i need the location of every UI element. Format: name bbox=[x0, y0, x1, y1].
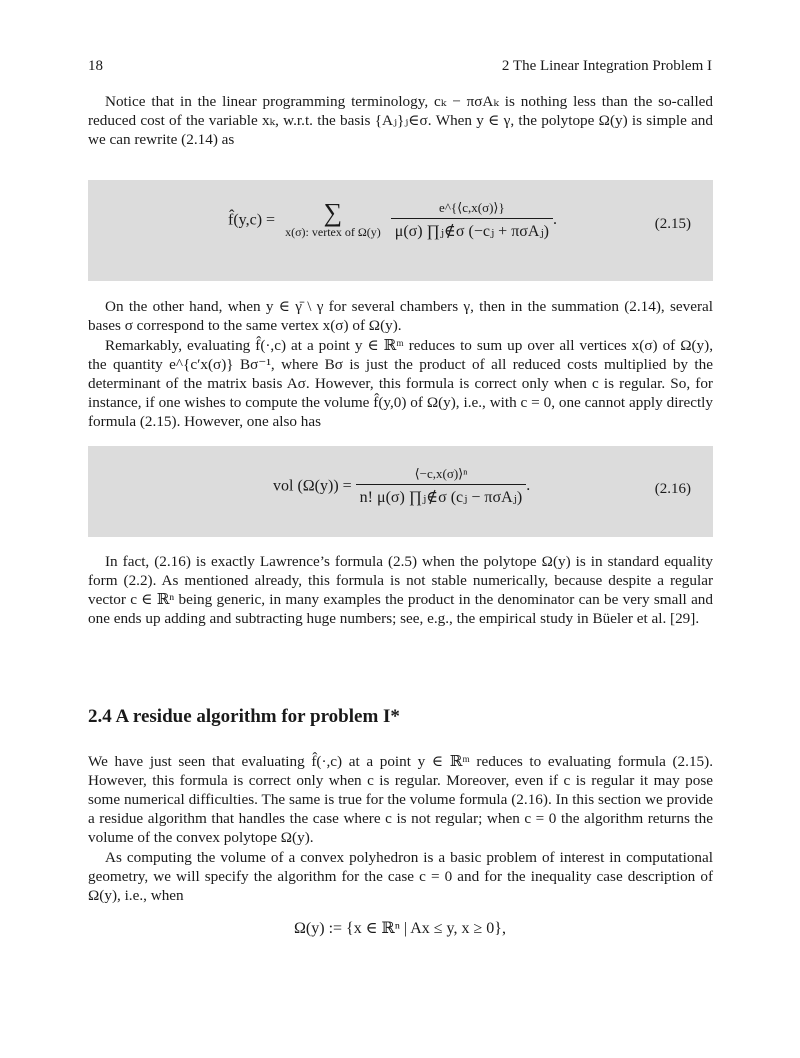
numerator: ⟨−c,x(σ)⟩ⁿ bbox=[414, 466, 468, 481]
denominator: μ(σ) ∏ⱼ∉σ (−cⱼ + πσAⱼ) bbox=[391, 218, 553, 241]
running-title: 2 The Linear Integration Problem I bbox=[501, 58, 712, 74]
equation-box-2-16 bbox=[88, 446, 713, 537]
fraction bbox=[391, 200, 553, 241]
fraction bbox=[356, 466, 527, 507]
denominator: n! μ(σ) ∏ⱼ∉σ (cⱼ − πσAⱼ) bbox=[356, 484, 527, 507]
paragraph-reduced-cost: Notice that in the linear programming terminology, cₖ − πσAₖ is nothing less than the so-called reduced cost of the variable xₖ, w.r.t. the basis {Aⱼ}ⱼ∈σ. When y ∈ γ, the polytope Ω(y) is simple and we can rewrite (2.14) as bbox=[88, 93, 713, 148]
equation-lhs: vol (Ω(y)) = bbox=[273, 477, 352, 495]
equation-lhs: f̂(y,c) = bbox=[228, 211, 276, 229]
paragraph-residue-intro: We have just seen that evaluating f̂(·,c) at a point y ∈ ℝᵐ reduces to evaluating formula (2.15). However, this formula is correct only when c is regular. Moreover, even if c is regular it may pose some numerical difficulties. The same is true for the volume formula (2.16). In this section we provide a residue algorithm that handles the case where c is not regular; when c = 0 the algorithm returns the volume of the convex polytope Ω(y). bbox=[88, 753, 713, 846]
summation bbox=[285, 198, 381, 240]
equation-number-2-15: (2.15) bbox=[654, 216, 691, 232]
equation-2-16 bbox=[273, 466, 530, 507]
equation-period: . bbox=[553, 211, 558, 229]
sum-symbol: ∑ bbox=[323, 198, 343, 227]
page-header bbox=[88, 58, 712, 78]
paragraph-remarkably: Remarkably, evaluating f̂(·,c) at a point y ∈ ℝᵐ reduces to sum up over all vertices x(σ) of Ω(y), the quantity e^{c′x(σ)} Bσ⁻¹, where Bσ is just the product of all reduced costs multiplied by the determinant of the matrix basis Aσ. However, this formula is correct only when c is regular. So, for instance, if one wishes to compute the volume f̂(y,0) of Ω(y), i.e., with c = 0, one cannot apply directly formula (2.15). However, one also has bbox=[88, 337, 713, 430]
equation-number-2-16: (2.16) bbox=[654, 481, 691, 497]
section-heading: 2.4 A residue algorithm for problem I* bbox=[88, 706, 400, 727]
paragraph-lawrence: In fact, (2.16) is exactly Lawrence’s formula (2.5) when the polytope Ω(y) is in standard equality form (2.2). As mentioned already, this formula is not stable numerically, because despite a regular vector c ∈ ℝⁿ being generic, in many examples the product in the denominator can be very small and one ends up adding and subtracting huge numbers; see, e.g., the empirical study in Büeler et al. [29]. bbox=[88, 553, 713, 627]
paragraph-volume-computation: As computing the volume of a convex polyhedron is a basic problem of interest in computational geometry, we will specify the algorithm for the case c = 0 and for the inequality case description of Ω(y), i.e., when bbox=[88, 849, 713, 904]
sum-index: x(σ): vertex of Ω(y) bbox=[285, 225, 381, 239]
equation-polytope-definition: Ω(y) := {x ∈ ℝⁿ | Ax ≤ y, x ≥ 0}, bbox=[294, 920, 506, 937]
paragraph-other-hand: On the other hand, when y ∈ γ̄ \ γ for several chambers γ, then in the summation (2.14), several bases σ correspond to the same vertex x(σ) of Ω(y). bbox=[88, 298, 713, 334]
equation-period: . bbox=[526, 477, 531, 495]
equation-box-2-15 bbox=[88, 180, 713, 281]
page-number: 18 bbox=[88, 58, 103, 74]
equation-2-15 bbox=[228, 200, 557, 241]
numerator: e^{⟨c,x(σ)⟩} bbox=[439, 200, 505, 215]
